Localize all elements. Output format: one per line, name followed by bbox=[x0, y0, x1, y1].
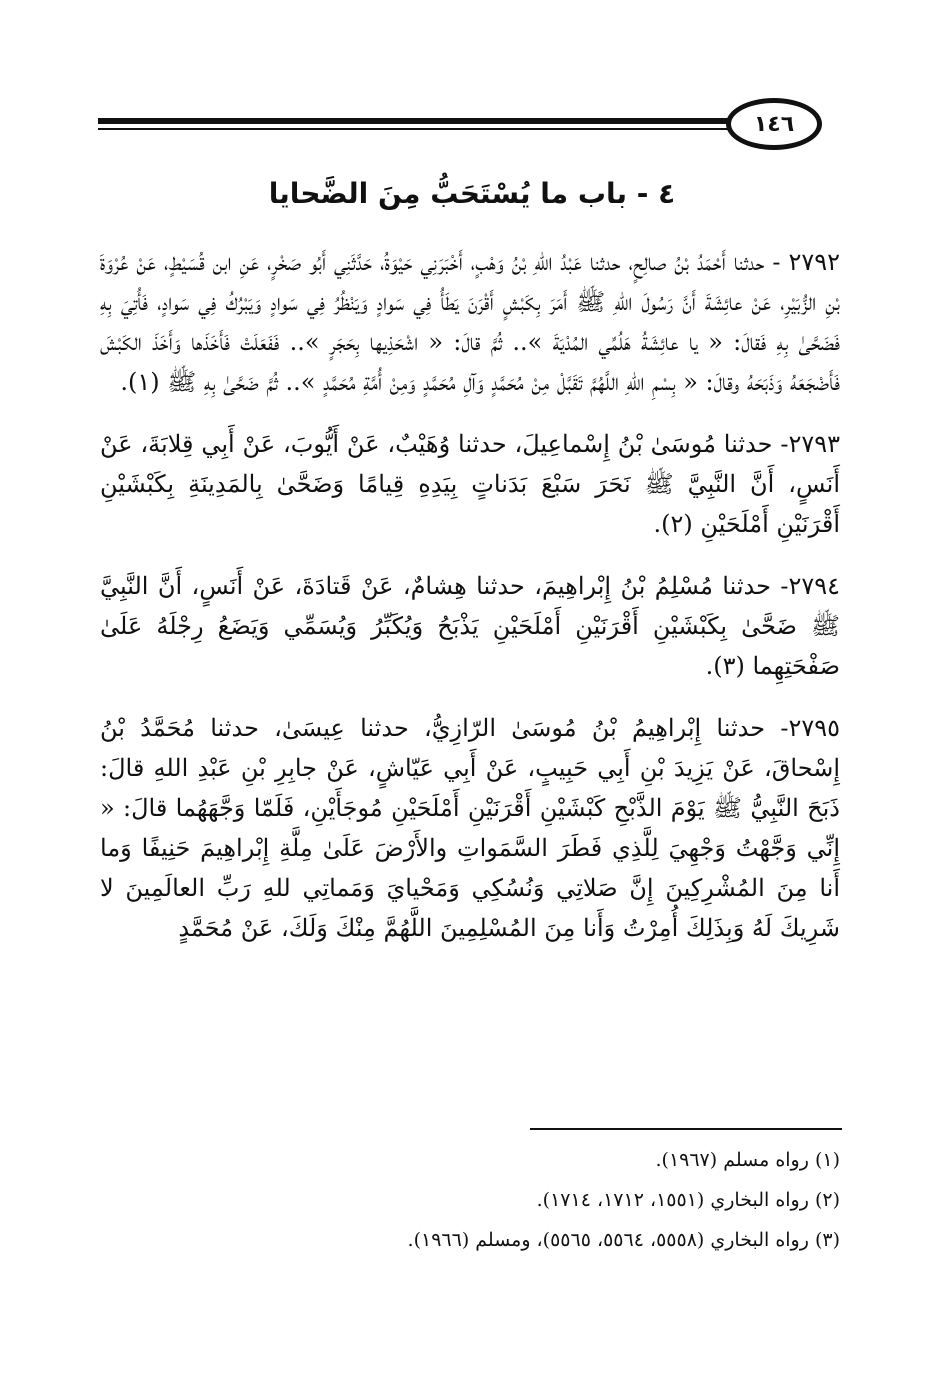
footnote-1: (١) رواه مسلم (١٩٦٧). bbox=[655, 1149, 840, 1171]
header-rule-thin bbox=[98, 128, 738, 130]
hadith-text: ٢٧٩٣- حدثنا مُوسَىٰ بْنُ إِسْماعِيلَ، حدثنا وُهَيْبٌ، عَنْ أَيُّوبَ، عَنْ أَبِي قِلابَةَ، عَنْ أَنَسٍ، أَنَّ النَّبِيَّ ﷺ نَحَرَ سَبْعَ بَدَناتٍ بِيَدِهِ قِيامًا وَضَحَّىٰ بِالمَدِينَةِ بِكَبْشَيْنِ أَقْرَنَيْنِ أَمْلَحَيْنِ (٢). bbox=[100, 430, 840, 538]
hadith-paragraph bbox=[100, 708, 840, 948]
header-rule bbox=[98, 118, 738, 124]
hadith-text: ٢٧٩٢ - حدثنا أَحْمَدُ بْنُ صالِحٍ، حدثنا عَبْدُ اللهِ بْنُ وَهْبٍ، أَخْبَرَنِي حَيْوَةُ، حَدَّثَنِي أَبُو صَخْرٍ، عَنِ ابن قُسَيْطٍ، عَنْ عُرْوَةَ بْنِ الزُّبَيْرِ، عَنْ عائِشَةَ أَنَّ رَسُولَ اللهِ ﷺ أَمَرَ بِكَبْشٍ أَقْرَنَ يَطَأُ فِي سَوادٍ وَيَنْظُرُ فِي سَوادٍ وَيَبْرُكُ فِي سَوادٍ، فَأُتِيَ بِهِ فَضَحَّىٰ بِهِ فَقالَ: « يا عائِشَةُ هَلُمِّي المُدْيَةَ ».. ثُمَّ قالَ: « اشْحَذِيها بِحَجَرٍ ».. فَفَعَلَتْ فَأَخَذَها وَأَخَذَ الكَبْشَ فَأَضْجَعَهُ وَذَبَحَهُ وقالَ: « بِسْمِ اللهِ اللَّهُمَّ تَقَبَّلْ مِنْ مُحَمَّدٍ وَآلِ مُحَمَّدٍ وَمِنْ أُمَّةِ مُحَمَّدٍ ».. ثُمَّ ضَحَّىٰ بِهِ ﷺ (١). bbox=[100, 248, 840, 396]
hadith-text: ٢٧٩٤- حدثنا مُسْلِمُ بْنُ إِبْراهِيمَ، حدثنا هِشامٌ، عَنْ قَتادَةَ، عَنْ أَنَسٍ، أَنَّ النَّبِيَّ ﷺ ضَحَّىٰ بِكَبْشَيْنِ أَقْرَنَيْنِ أَمْلَحَيْنِ يَذْبَحُ وَيُكَبِّرُ وَيُسَمِّي وَيَضَعُ رِجْلَهُ عَلَىٰ صَفْحَتِهِما (٣). bbox=[100, 572, 840, 680]
hadith-paragraph bbox=[100, 424, 840, 544]
footnote-3: (٣) رواه البخاري (٥٥٥٨، ٥٥٦٤، ٥٥٦٥)، ومسلم (١٩٦٦). bbox=[407, 1229, 840, 1251]
hadith-paragraph bbox=[100, 242, 840, 402]
footnotes bbox=[100, 1140, 840, 1260]
page-number: ١٤٦ bbox=[726, 98, 822, 150]
footnote-2: (٢) رواه البخاري (١٥٥١، ١٧١٢، ١٧١٤). bbox=[536, 1189, 840, 1211]
hadith-paragraph bbox=[100, 566, 840, 686]
body-text bbox=[100, 242, 840, 970]
hadith-text: ٢٧٩٥- حدثنا إِبْراهِيمُ بْنُ مُوسَىٰ الرّازِيُّ، حدثنا عِيسَىٰ، حدثنا مُحَمَّدُ بْنُ إِسْحاقَ، عَنْ يَزِيدَ بْنِ أَبِي حَبِيبٍ، عَنْ أَبِي عَيّاشٍ، عَنْ جابِرِ بْنِ عَبْدِ اللهِ قالَ: ذَبَحَ النَّبِيُّ ﷺ يَوْمَ الذَّبْحِ كَبْشَيْنِ أَقْرَنَيْنِ أَمْلَحَيْنِ مُوجَأَيْنِ، فَلَمّا وَجَّهَهُما قالَ: « إِنِّي وَجَّهْتُ وَجْهِيَ لِلَّذِي فَطَرَ السَّمَواتِ والأَرْضَ عَلَىٰ مِلَّةِ إِبْراهِيمَ حَنِيفًا وَما أَنا مِنَ المُشْرِكِينَ إِنَّ صَلاتِي وَنُسُكِي وَمَحْيايَ وَمَماتِي للهِ رَبِّ العالَمِينَ لا شَرِيكَ لَهُ وَبِذَلِكَ أُمِرْتُ وَأَنا مِنَ المُسْلِمِينَ اللَّهُمَّ مِنْكَ وَلَكَ، عَنْ مُحَمَّدٍ bbox=[100, 714, 841, 942]
chapter-title: ٤ - باب ما يُسْتَحَبُّ مِنَ الضَّحايا bbox=[268, 177, 676, 210]
footnote-separator bbox=[530, 1128, 842, 1130]
